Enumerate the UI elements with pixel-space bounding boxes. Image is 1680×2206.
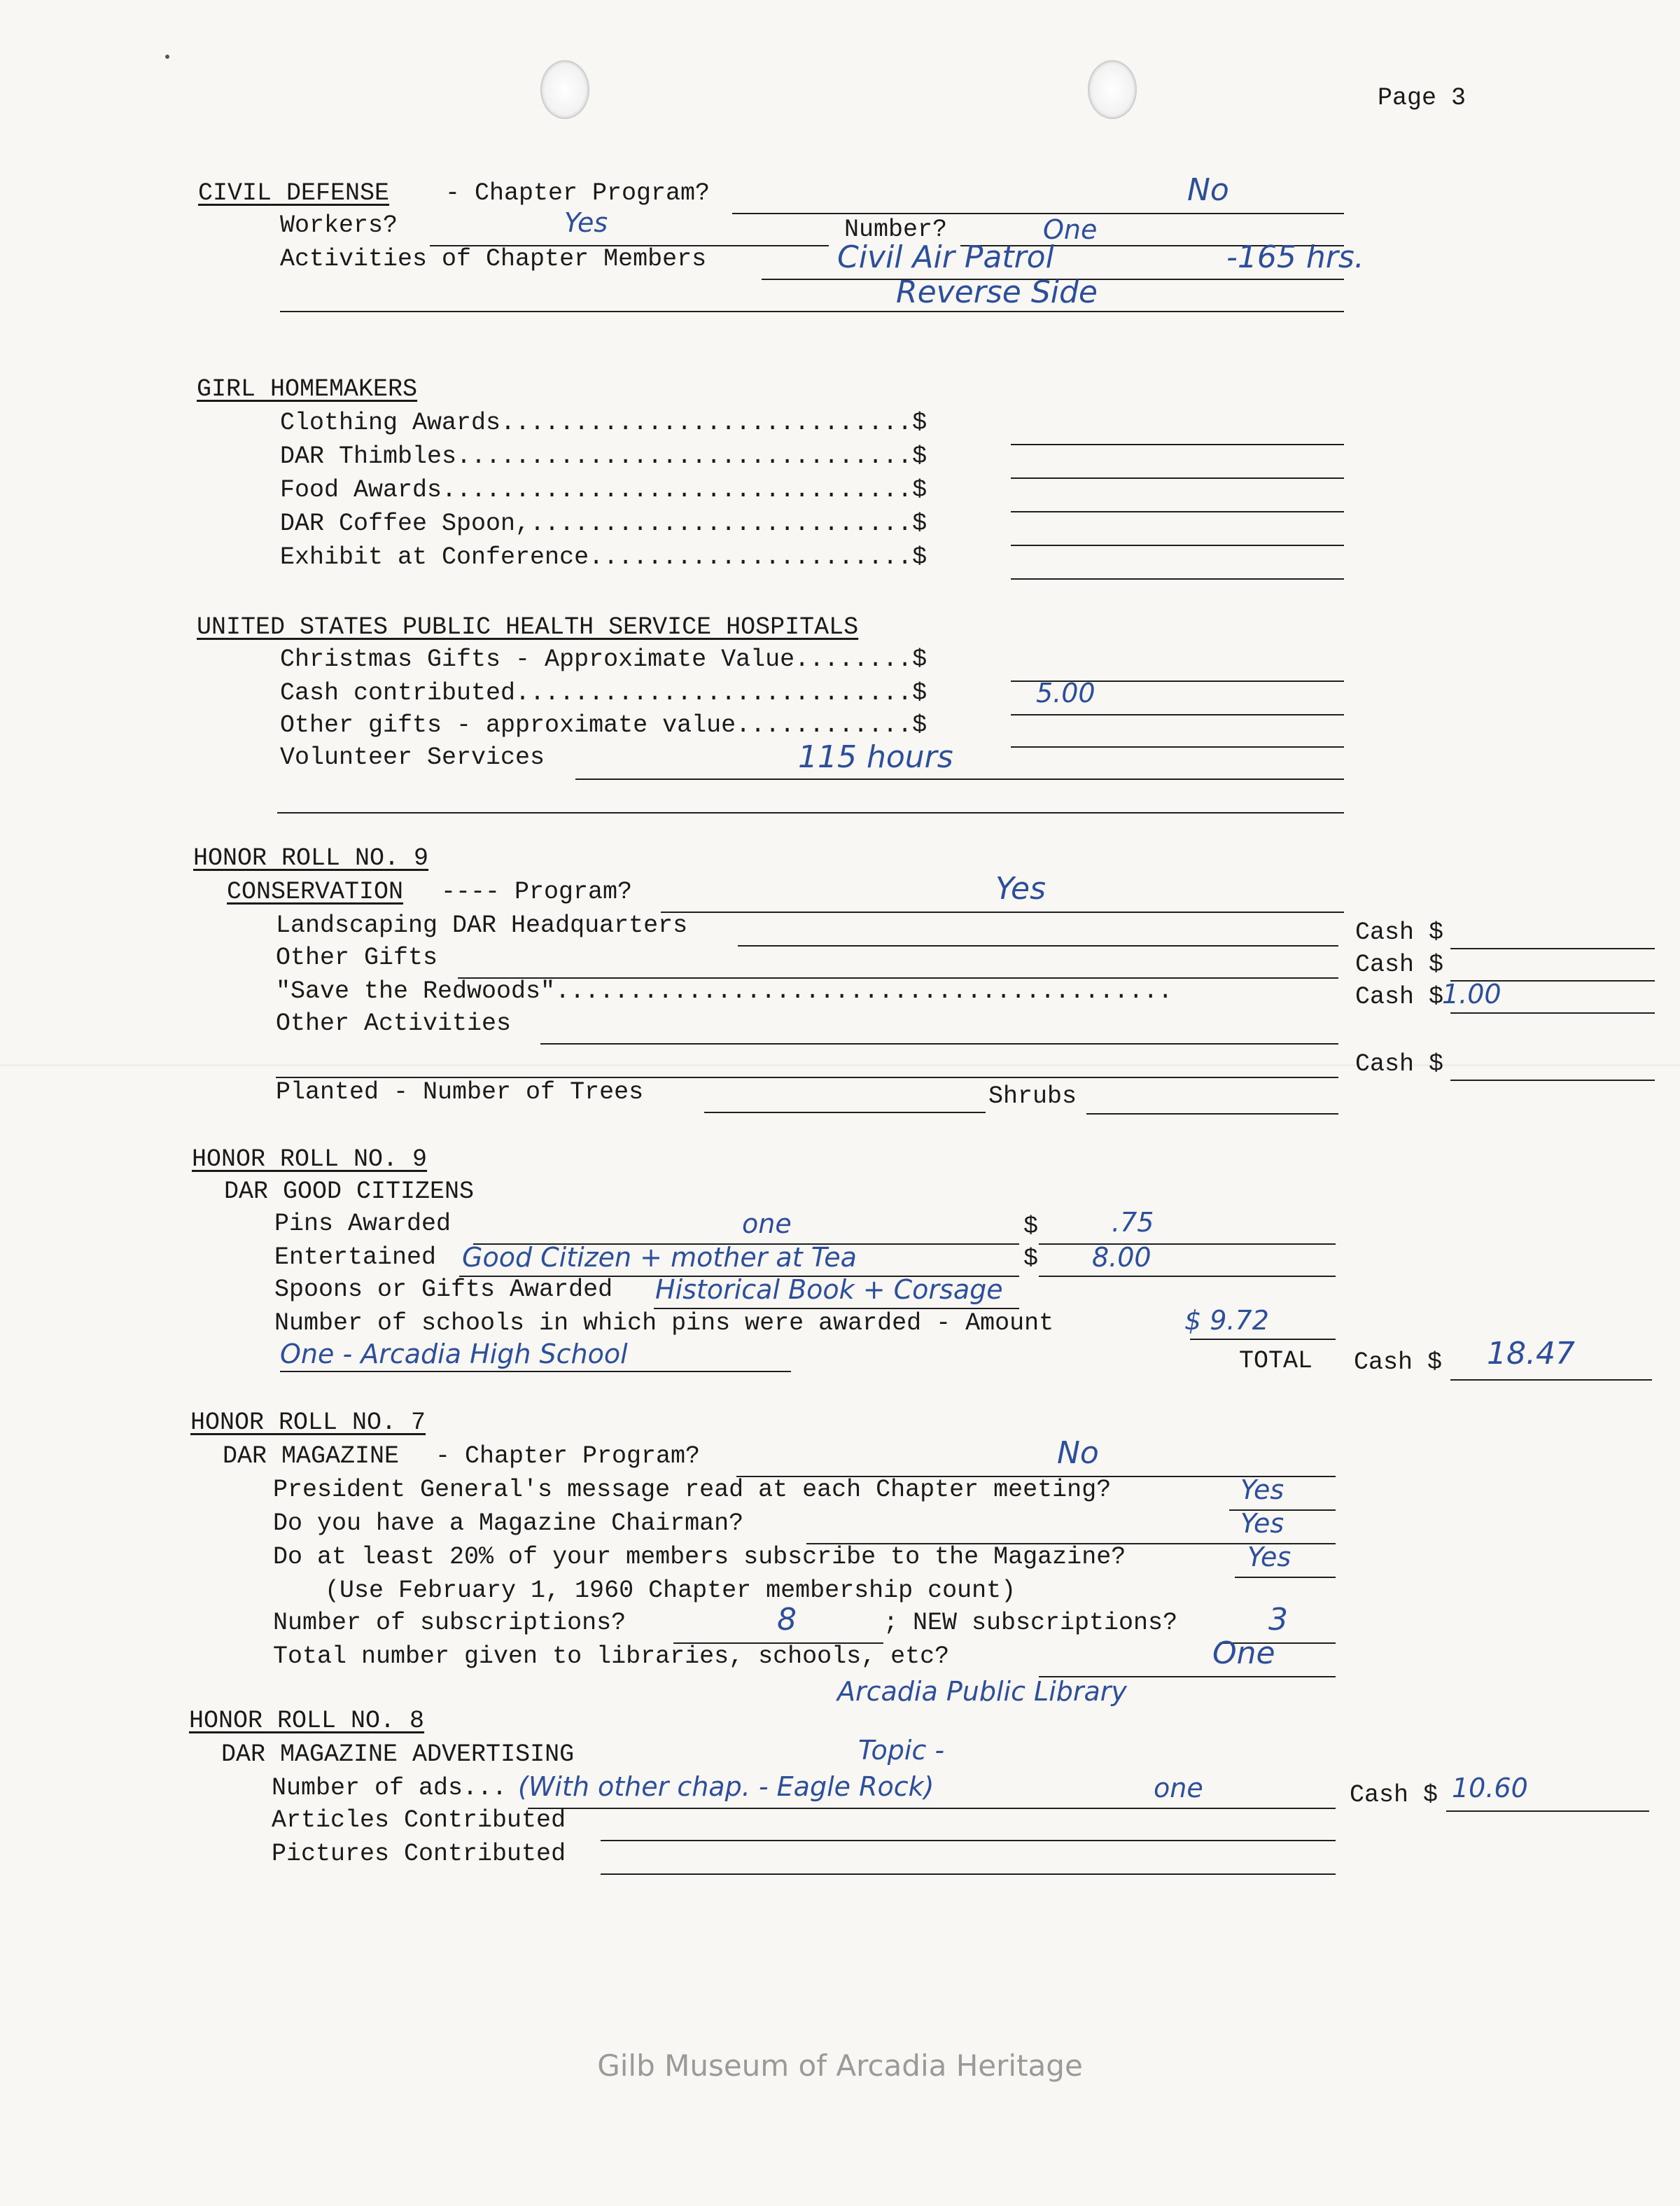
paper-speck [165, 55, 169, 59]
pins-awarded-label: Pins Awarded [274, 1210, 451, 1238]
footer-watermark: Gilb Museum of Arcadia Heritage [597, 2048, 1083, 2083]
advertising-honor-roll-heading: HONOR ROLL NO. 8 [189, 1707, 425, 1735]
magazine-chairman-question: Do you have a Magazine Chairman? [273, 1509, 744, 1537]
articles-line [601, 1840, 1336, 1841]
clothing-awards-line [1011, 444, 1344, 445]
other-activities-line [540, 1043, 1338, 1045]
other-activities-cash-label: Cash $ [1355, 1050, 1444, 1078]
total-cash-line [1450, 1379, 1652, 1381]
magazine-heading: DAR MAGAZINE [223, 1442, 400, 1470]
spoons-gifts-label: Spoons or Gifts Awarded [274, 1276, 613, 1304]
other-gifts-label: Other Gifts [276, 944, 438, 972]
conservation-program-answer: Yes [995, 871, 1046, 907]
entertained-amount: 8.00 [1092, 1242, 1152, 1273]
ads-note: (With other chap. - Eagle Rock) [518, 1771, 934, 1802]
entertained-label: Entertained [274, 1243, 437, 1271]
redwoods-cash-label: Cash $ [1355, 983, 1444, 1011]
spoons-gifts-answer: Historical Book + Corsage [655, 1274, 1003, 1305]
number-of-ads-line [528, 1808, 1336, 1809]
entertained-amount-line [1039, 1276, 1336, 1277]
pictures-label: Pictures Contributed [272, 1840, 566, 1868]
exhibit-row: Exhibit at Conference......................$ [280, 543, 927, 571]
subscribe-question: Do at least 20% of your members subscribe to the Magazine? [273, 1543, 1126, 1571]
other-gifts-cash-label: Cash $ [1355, 951, 1444, 979]
subscriptions-label: Number of subscriptions? [273, 1609, 626, 1637]
entertained-answer: Good Citizen + mother at Tea [462, 1242, 857, 1273]
schools-answer-underline [280, 1371, 791, 1372]
dar-thimbles-line [1011, 477, 1344, 479]
pins-dollar-sign: $ [1023, 1213, 1039, 1241]
number-of-ads-label: Number of ads... [272, 1774, 507, 1802]
cash-contributed-answer: 5.00 [1036, 678, 1096, 708]
cash-contributed-line [1011, 714, 1344, 715]
magazine-program-answer: No [1057, 1435, 1099, 1471]
president-message-answer: Yes [1240, 1474, 1284, 1505]
civil-defense-program-line [732, 213, 1344, 214]
new-subscriptions-answer: 3 [1268, 1602, 1288, 1638]
articles-label: Articles Contributed [272, 1806, 566, 1834]
schools-amount-line [1190, 1339, 1336, 1340]
subscriptions-answer: 8 [777, 1602, 797, 1638]
number-answer: One [1043, 214, 1098, 245]
pictures-line [601, 1873, 1336, 1875]
membership-count-note: (Use February 1, 1960 Chapter membership count) [325, 1577, 1016, 1605]
planted-trees-label: Planted - Number of Trees [276, 1078, 644, 1106]
exhibit-line [1011, 578, 1344, 580]
conservation-program-line [661, 912, 1344, 913]
planted-trees-line [704, 1112, 986, 1113]
ads-topic-note: Topic - [858, 1735, 945, 1766]
advertising-heading: DAR MAGAZINE ADVERTISING [221, 1740, 575, 1768]
total-cash-answer: 18.47 [1487, 1336, 1575, 1371]
president-message-question: President General's message read at each Chapter meeting? [273, 1476, 1112, 1504]
other-gifts-line [1011, 746, 1344, 748]
total-cash-label: Cash $ [1354, 1348, 1443, 1376]
volunteer-answer: 115 hours [798, 739, 953, 775]
food-awards-line [1011, 511, 1344, 512]
landscaping-label: Landscaping DAR Headquarters [276, 912, 688, 940]
punch-hole-right [1088, 60, 1137, 119]
girl-homemakers-heading: GIRL HOMEMAKERS [197, 375, 418, 403]
libraries-label: Total number given to libraries, schools, etc? [273, 1642, 950, 1670]
number-label: Number? [844, 216, 948, 244]
activities-line-2 [280, 311, 1344, 312]
conservation-honor-roll-heading: HONOR ROLL NO. 9 [193, 844, 429, 872]
public-health-heading: UNITED STATES PUBLIC HEALTH SERVICE HOSPITALS [197, 613, 859, 641]
ads-cash-answer: 10.60 [1452, 1773, 1528, 1803]
ads-cash-line [1446, 1810, 1649, 1812]
entertained-dollar-sign: $ [1023, 1245, 1039, 1273]
workers-answer: Yes [564, 207, 608, 238]
activities-label: Activities of Chapter Members [280, 245, 707, 273]
civil-defense-program-label: - Chapter Program? [445, 179, 710, 207]
schools-label: Number of schools in which pins were awarded - Amount [274, 1309, 1054, 1337]
pins-awarded-answer: one [742, 1208, 792, 1239]
volunteer-line [575, 779, 1344, 780]
punch-hole-left [540, 60, 589, 119]
schools-amount: $ 9.72 [1184, 1305, 1269, 1336]
ads-cash-label: Cash $ [1350, 1781, 1438, 1809]
landscaping-cash-line [1450, 948, 1655, 949]
magazine-program-label: - Chapter Program? [435, 1442, 701, 1470]
new-subscriptions-label: ; NEW subscriptions? [883, 1609, 1178, 1637]
food-awards-row: Food Awards................................$ [280, 476, 927, 504]
civil-defense-program-answer: No [1187, 172, 1229, 208]
activities-note: Reverse Side [896, 274, 1098, 310]
redwoods-row: "Save the Redwoods".......................................... [276, 977, 1173, 1005]
good-citizens-honor-roll-heading: HONOR ROLL NO. 9 [192, 1145, 428, 1173]
activities-hours: -165 hrs. [1226, 239, 1364, 275]
shrubs-line [1086, 1113, 1338, 1115]
other-gifts-row: Other gifts - approximate value............$ [280, 711, 927, 739]
magazine-honor-roll-heading: HONOR ROLL NO. 7 [190, 1409, 426, 1437]
landscaping-line [738, 945, 1338, 947]
subscribe-answer: Yes [1247, 1542, 1292, 1572]
pins-amount-line [1039, 1243, 1336, 1245]
conservation-program-label: ---- Program? [441, 878, 633, 906]
schools-answer: One - Arcadia High School [280, 1339, 628, 1369]
volunteer-label: Volunteer Services [280, 744, 545, 772]
coffee-spoon-row: DAR Coffee Spoon,..........................$ [280, 510, 927, 538]
ads-answer: one [1154, 1773, 1203, 1803]
libraries-answer: One [1212, 1635, 1275, 1671]
cash-contributed-row: Cash contributed...........................$ [280, 679, 927, 707]
library-name-answer: Arcadia Public Library [837, 1676, 1127, 1707]
workers-label: Workers? [280, 211, 398, 239]
redwoods-answer: 1.00 [1442, 979, 1502, 1010]
civil-defense-heading: CIVIL DEFENSE [198, 179, 390, 207]
total-label: TOTAL [1239, 1347, 1313, 1375]
clothing-awards-row: Clothing Awards............................$ [280, 409, 927, 437]
activities-answer: Civil Air Patrol [837, 239, 1054, 275]
redwoods-cash-line [1450, 1012, 1655, 1014]
volunteer-line-2 [277, 812, 1344, 814]
page-number: Page 3 [1378, 84, 1466, 112]
good-citizens-heading: DAR GOOD CITIZENS [224, 1178, 475, 1206]
other-activities-label: Other Activities [276, 1010, 512, 1038]
dar-thimbles-row: DAR Thimbles...............................$ [280, 442, 927, 470]
landscaping-cash-label: Cash $ [1355, 919, 1444, 947]
subscribe-line [1235, 1577, 1336, 1578]
christmas-gifts-row: Christmas Gifts - Approximate Value........$ [280, 645, 927, 673]
coffee-spoon-line [1011, 545, 1344, 546]
shrubs-label: Shrubs [988, 1082, 1077, 1110]
conservation-heading: CONSERVATION [227, 878, 404, 906]
other-activities-cash-line [1450, 1080, 1655, 1081]
pins-amount: .75 [1112, 1207, 1154, 1238]
magazine-chairman-answer: Yes [1240, 1508, 1284, 1539]
